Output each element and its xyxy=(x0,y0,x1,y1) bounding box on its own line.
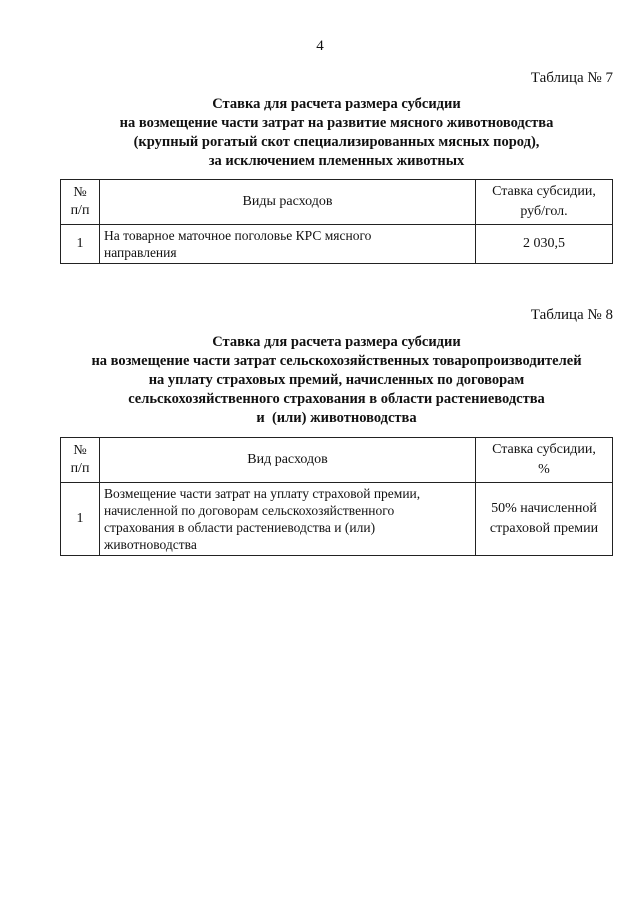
table-8-heading-line: сельскохозяйственного страхования в области растениеводства xyxy=(128,391,545,407)
row-num-cell: 1 xyxy=(61,483,100,556)
table-7-heading-line: за исключением племенных животных xyxy=(208,153,465,169)
table-row xyxy=(61,483,613,556)
table-7-heading xyxy=(60,95,613,171)
table-8-header-row xyxy=(61,438,613,483)
table-8-heading-line: на уплату страховых премий, начисленных по договорам xyxy=(148,372,525,388)
header-kind-cell: Вид расходов xyxy=(100,438,476,483)
header-rate-label: Ставка субсидии, xyxy=(492,442,596,457)
row-kind-line: На товарное маточное поголовье КРС мясного xyxy=(104,228,372,243)
header-kind-cell: Виды расходов xyxy=(100,180,476,225)
row-kind-line: Возмещение части затрат на уплату страховой премии, xyxy=(104,486,421,501)
header-num-abbr: п/п xyxy=(70,461,90,476)
header-rate-cell xyxy=(476,438,613,483)
row-kind-line: начисленной по договорам сельскохозяйственного xyxy=(104,503,395,518)
row-kind-line: направления xyxy=(104,245,177,260)
header-num-abbr: п/п xyxy=(70,203,90,218)
table-8-heading xyxy=(60,333,613,428)
table-8-section xyxy=(60,307,613,556)
table-7 xyxy=(60,179,613,264)
header-rate-label: Ставка субсидии, xyxy=(492,184,596,199)
table-7-heading-line: (крупный рогатый скот специализированных мясных пород), xyxy=(133,134,540,150)
header-rate-unit: % xyxy=(538,462,550,477)
table-7-heading-line: на возмещение части затрат на развитие мясного животноводства xyxy=(119,115,554,131)
row-rate-line: страховой премии xyxy=(489,521,599,536)
table-7-caption: Таблица № 7 xyxy=(530,70,613,86)
table-7-section xyxy=(60,70,613,264)
table-8-caption: Таблица № 8 xyxy=(530,307,613,323)
table-8 xyxy=(60,437,613,556)
header-rate-unit: руб/гол. xyxy=(520,204,568,219)
header-num-symbol: № xyxy=(73,185,87,200)
table-row xyxy=(61,225,613,264)
table-7-heading-line: Ставка для расчета размера субсидии xyxy=(212,96,461,112)
row-kind-cell xyxy=(100,483,476,556)
table-7-header-row xyxy=(61,180,613,225)
row-rate-cell xyxy=(476,483,613,556)
row-rate-cell: 2 030,5 xyxy=(476,225,613,264)
header-rate-cell xyxy=(476,180,613,225)
table-8-heading-line: и (или) животноводства xyxy=(256,410,417,426)
table-8-heading-line: на возмещение части затрат сельскохозяйственных товаропроизводителей xyxy=(91,353,582,369)
header-num-cell xyxy=(61,180,100,225)
row-kind-line: страхования в области растениеводства и (или) xyxy=(104,520,376,535)
row-num-cell: 1 xyxy=(61,225,100,264)
page-number: 4 xyxy=(316,38,324,54)
header-num-symbol: № xyxy=(73,443,87,458)
row-rate-line: 50% начисленной xyxy=(491,501,597,516)
row-kind-line: животноводства xyxy=(104,537,197,552)
header-num-cell xyxy=(61,438,100,483)
table-8-heading-line: Ставка для расчета размера субсидии xyxy=(212,334,461,350)
row-kind-cell xyxy=(100,225,476,264)
